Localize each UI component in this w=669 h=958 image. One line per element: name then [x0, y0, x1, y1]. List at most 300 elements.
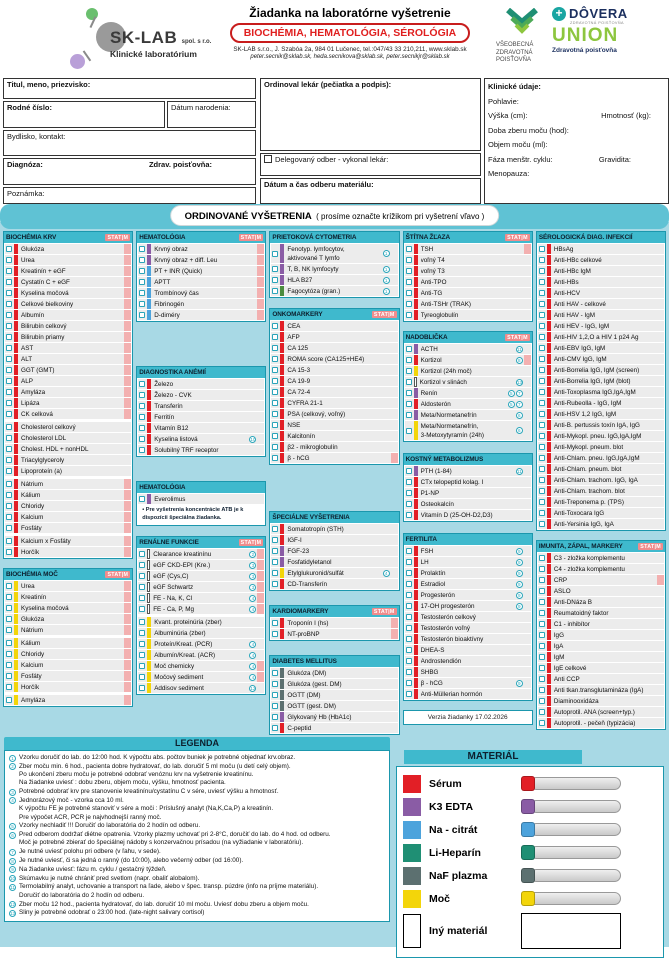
test-checkbox[interactable] — [139, 641, 145, 647]
test-checkbox[interactable] — [539, 720, 545, 726]
test-checkbox[interactable] — [6, 514, 12, 520]
test-checkbox[interactable] — [6, 323, 12, 329]
stat-cell — [124, 387, 131, 397]
test-checkbox[interactable] — [139, 312, 145, 318]
section-body — [270, 523, 398, 590]
test-label: Kyselina močová — [21, 604, 69, 612]
test-checkbox[interactable] — [6, 312, 12, 318]
test-checkbox[interactable] — [272, 389, 278, 395]
test-checkbox[interactable] — [539, 455, 545, 461]
test-checkbox[interactable] — [139, 381, 145, 387]
test-checkbox[interactable] — [6, 389, 12, 395]
test-checkbox[interactable] — [406, 379, 412, 385]
tube-color-bar — [414, 499, 418, 509]
test-checkbox[interactable] — [6, 334, 12, 340]
material-row — [403, 772, 657, 795]
test-checkbox[interactable] — [272, 559, 278, 565]
test-checkbox[interactable] — [6, 446, 12, 452]
test-checkbox[interactable] — [539, 312, 545, 318]
test-checkbox[interactable] — [539, 290, 545, 296]
note-refs — [249, 436, 256, 443]
delegated-collection-field[interactable] — [260, 153, 481, 176]
test-checkbox[interactable] — [6, 290, 12, 296]
test-checkbox[interactable] — [539, 654, 545, 660]
test-checkbox[interactable] — [406, 647, 412, 653]
test-checkbox[interactable] — [539, 698, 545, 704]
test-row — [538, 266, 664, 276]
test-checkbox[interactable] — [139, 447, 145, 453]
test-label: Estradiol — [420, 580, 446, 588]
version-box: Verzia žiadanky 17.02.2026 — [403, 710, 533, 725]
section-header — [404, 454, 532, 465]
tube-color-bar — [414, 355, 418, 365]
section-title: ŠTÍTNA ŽĽAZA — [405, 234, 450, 241]
test-row — [5, 649, 131, 659]
test-checkbox[interactable] — [406, 570, 412, 576]
test-checkbox[interactable] — [139, 652, 145, 658]
test-checkbox[interactable] — [406, 346, 412, 352]
test-checkbox[interactable] — [6, 549, 12, 555]
test-checkbox[interactable] — [272, 378, 278, 384]
diagnosis-field[interactable] — [3, 158, 256, 185]
test-checkbox[interactable] — [539, 257, 545, 263]
test-label: 17-OH progesterón — [420, 602, 475, 610]
legend-num: 4 — [9, 797, 16, 804]
test-checkbox[interactable] — [406, 428, 412, 434]
tube-cap — [521, 822, 535, 837]
test-row — [538, 641, 664, 651]
lab-name: SK-LAB — [110, 28, 178, 47]
test-checkbox[interactable] — [6, 503, 12, 509]
tube-color-bar — [547, 321, 551, 331]
test-checkbox[interactable] — [406, 559, 412, 565]
note-ref: 5 — [508, 401, 515, 408]
test-checkbox[interactable] — [406, 279, 412, 285]
test-checkbox[interactable] — [406, 368, 412, 374]
test-checkbox[interactable] — [139, 551, 145, 557]
test-checkbox[interactable] — [139, 392, 145, 398]
test-checkbox[interactable] — [539, 709, 545, 715]
note-refs — [516, 468, 523, 475]
test-checkbox[interactable] — [272, 703, 278, 709]
test-checkbox[interactable] — [272, 288, 278, 294]
birth-date-field[interactable] — [167, 101, 256, 128]
test-checkbox[interactable] — [6, 673, 12, 679]
test-checkbox[interactable] — [272, 266, 278, 272]
tube-color-bar — [280, 264, 284, 274]
section-title: BIOCHÉMIA MOČ — [6, 571, 58, 578]
tube-color-bar — [14, 387, 18, 397]
test-checkbox[interactable] — [6, 279, 12, 285]
personal-id-field[interactable] — [3, 101, 165, 128]
patient-name-field[interactable] — [3, 78, 256, 99]
test-checkbox[interactable] — [272, 526, 278, 532]
material-row — [403, 841, 657, 864]
test-checkbox[interactable] — [272, 367, 278, 373]
test-checkbox[interactable] — [272, 334, 278, 340]
test-checkbox[interactable] — [139, 436, 145, 442]
stat-cell — [391, 629, 398, 639]
test-checkbox[interactable] — [6, 616, 12, 622]
address-field[interactable] — [3, 130, 256, 156]
test-checkbox[interactable] — [539, 566, 545, 572]
other-material-box[interactable] — [521, 913, 621, 949]
tube-color-bar — [14, 501, 18, 511]
test-checkbox[interactable] — [6, 605, 12, 611]
test-label: Etylglukuronid/sulfát — [287, 569, 344, 577]
stat-cell — [391, 321, 398, 331]
test-label: Glukóza — [21, 245, 45, 253]
test-checkbox[interactable] — [6, 268, 12, 274]
test-checkbox[interactable] — [6, 583, 12, 589]
legend-item — [9, 875, 385, 883]
test-label: C3 - zložka komplementu — [553, 554, 625, 562]
test-checkbox[interactable] — [139, 606, 145, 612]
test-checkbox[interactable] — [139, 630, 145, 636]
test-checkbox[interactable] — [6, 525, 12, 531]
test-label: Kvant. proteinúria (zber) — [154, 618, 222, 626]
test-checkbox[interactable] — [272, 433, 278, 439]
test-checkbox[interactable] — [406, 246, 412, 252]
test-checkbox[interactable] — [6, 257, 12, 263]
test-checkbox[interactable] — [272, 323, 278, 329]
test-label: IGF-I — [287, 536, 302, 544]
test-row — [538, 696, 664, 706]
test-checkbox[interactable] — [539, 488, 545, 494]
note-refs — [249, 674, 256, 681]
legend-item — [9, 866, 385, 874]
test-checkbox[interactable] — [406, 468, 412, 474]
section-header — [4, 569, 132, 580]
test-checkbox[interactable] — [406, 680, 412, 686]
test-checkbox[interactable] — [406, 548, 412, 554]
test-checkbox[interactable] — [139, 496, 145, 502]
test-checkbox[interactable] — [6, 400, 12, 406]
section-body — [404, 243, 532, 321]
note-refs — [249, 573, 256, 580]
collection-datetime-field[interactable] — [260, 178, 481, 204]
test-checkbox[interactable] — [406, 691, 412, 697]
weight-label: Hmotnosť (kg): — [601, 111, 651, 120]
test-checkbox[interactable] — [539, 610, 545, 616]
test-checkbox[interactable] — [539, 345, 545, 351]
test-label: Troponín I (hs) — [287, 619, 329, 627]
section-body — [537, 243, 665, 530]
tube-color-bar — [547, 475, 551, 485]
test-checkbox[interactable] — [539, 356, 545, 362]
test-checkbox[interactable] — [272, 356, 278, 362]
test-checkbox[interactable] — [139, 257, 145, 263]
test-checkbox[interactable] — [406, 257, 412, 263]
test-checkbox[interactable] — [406, 501, 412, 507]
test-checkbox[interactable] — [139, 685, 145, 691]
test-checkbox[interactable] — [139, 290, 145, 296]
test-checkbox[interactable] — [539, 621, 545, 627]
test-checkbox[interactable] — [539, 665, 545, 671]
test-checkbox[interactable] — [139, 414, 145, 420]
stat-cell — [257, 593, 264, 603]
test-checkbox[interactable] — [406, 636, 412, 642]
tube-color-bar — [280, 690, 284, 700]
stat-cell — [124, 536, 131, 546]
test-checkbox[interactable] — [539, 477, 545, 483]
test-checkbox[interactable] — [272, 670, 278, 676]
lab-tagline: Klinické laboratórium — [110, 49, 197, 59]
test-checkbox[interactable] — [406, 390, 412, 396]
test-checkbox[interactable] — [272, 422, 278, 428]
tube-color-bar — [147, 560, 150, 570]
test-checkbox[interactable] — [6, 457, 12, 463]
note-ref: 1 — [383, 250, 390, 257]
test-checkbox[interactable] — [406, 603, 412, 609]
test-checkbox[interactable] — [406, 268, 412, 274]
test-checkbox[interactable] — [272, 620, 278, 626]
test-checkbox[interactable] — [272, 548, 278, 554]
test-checkbox[interactable] — [539, 588, 545, 594]
test-checkbox[interactable] — [139, 246, 145, 252]
test-checkbox[interactable] — [139, 595, 145, 601]
stat-cell — [524, 266, 531, 276]
test-checkbox[interactable] — [406, 614, 412, 620]
tube-color-bar — [414, 388, 418, 398]
test-checkbox[interactable] — [406, 357, 412, 363]
test-checkbox[interactable] — [6, 424, 12, 430]
test-checkbox[interactable] — [6, 640, 12, 646]
tube-color-bar — [414, 568, 418, 578]
test-checkbox[interactable] — [406, 512, 412, 518]
test-checkbox[interactable] — [139, 403, 145, 409]
test-checkbox[interactable] — [139, 674, 145, 680]
stat-cell — [657, 299, 664, 309]
test-checkbox[interactable] — [539, 433, 545, 439]
test-checkbox[interactable] — [539, 334, 545, 340]
test-row — [138, 582, 264, 592]
test-checkbox[interactable] — [539, 510, 545, 516]
tube-color-bar — [14, 299, 18, 309]
dovera-logo — [552, 6, 664, 21]
test-checkbox[interactable] — [139, 301, 145, 307]
stat-cell — [391, 535, 398, 545]
test-checkbox[interactable] — [539, 687, 545, 693]
test-row — [138, 571, 264, 581]
test-label: Somatotropín (STH) — [287, 525, 344, 533]
test-checkbox[interactable] — [406, 625, 412, 631]
test-checkbox[interactable] — [6, 481, 12, 487]
test-checkbox[interactable] — [539, 367, 545, 373]
test-checkbox[interactable] — [6, 697, 12, 703]
test-checkbox[interactable] — [539, 422, 545, 428]
test-checkbox[interactable] — [539, 555, 545, 561]
test-row — [405, 590, 531, 600]
test-checkbox[interactable] — [272, 681, 278, 687]
test-checkbox[interactable] — [272, 444, 278, 450]
test-checkbox[interactable] — [272, 714, 278, 720]
test-checkbox[interactable] — [272, 277, 278, 283]
stat-cell — [124, 332, 131, 342]
test-checkbox[interactable] — [6, 684, 12, 690]
stat-cell — [657, 266, 664, 276]
test-column — [536, 231, 666, 735]
test-checkbox[interactable] — [406, 479, 412, 485]
test-checkbox[interactable] — [272, 631, 278, 637]
test-checkbox[interactable] — [539, 466, 545, 472]
test-label: CA 125 — [287, 344, 309, 352]
test-row — [5, 671, 131, 681]
ordering-doctor-field[interactable] — [260, 78, 481, 151]
test-checkbox[interactable] — [406, 401, 412, 407]
material-row — [403, 887, 657, 910]
test-checkbox[interactable] — [139, 584, 145, 590]
tube-color-bar — [547, 663, 551, 673]
test-checkbox[interactable] — [272, 581, 278, 587]
test-checkbox[interactable] — [272, 725, 278, 731]
section-body — [270, 617, 398, 640]
note-field[interactable] — [3, 187, 256, 204]
test-label: CA 15-3 — [287, 366, 311, 374]
tube-color-bar — [547, 718, 551, 728]
note-refs — [249, 551, 256, 558]
test-checkbox[interactable] — [539, 378, 545, 384]
test-checkbox[interactable] — [539, 599, 545, 605]
stat-cell — [124, 614, 131, 624]
test-checkbox[interactable] — [539, 301, 545, 307]
test-checkbox[interactable] — [272, 411, 278, 417]
test-label: Fosfáty — [21, 672, 42, 680]
test-checkbox[interactable] — [272, 455, 278, 461]
test-checkbox[interactable] — [272, 345, 278, 351]
test-checkbox[interactable] — [6, 246, 12, 252]
test-checkbox[interactable] — [539, 444, 545, 450]
test-checkbox[interactable] — [539, 411, 545, 417]
delegated-checkbox[interactable] — [264, 155, 272, 163]
stat-cell — [524, 590, 531, 600]
test-checkbox[interactable] — [6, 301, 12, 307]
tube-color-bar — [14, 479, 18, 489]
test-checkbox[interactable] — [539, 521, 545, 527]
test-checkbox[interactable] — [139, 279, 145, 285]
stat-cell — [257, 299, 264, 309]
test-checkbox[interactable] — [539, 643, 545, 649]
section-body — [4, 580, 132, 706]
note-ref: 9 — [516, 559, 523, 566]
note-ref: 9 — [516, 548, 523, 555]
section-body — [404, 465, 532, 521]
tube-color-bar — [14, 433, 18, 443]
test-checkbox[interactable] — [272, 537, 278, 543]
clinical-data-field[interactable] — [484, 78, 669, 204]
test-checkbox[interactable] — [539, 323, 545, 329]
test-checkbox[interactable] — [539, 246, 545, 252]
test-checkbox[interactable] — [6, 468, 12, 474]
test-checkbox[interactable] — [139, 573, 145, 579]
test-row — [5, 409, 131, 419]
test-checkbox[interactable] — [406, 490, 412, 496]
test-label: Anti-Chlam. pneum. blot — [553, 465, 622, 473]
test-checkbox[interactable] — [6, 594, 12, 600]
tube-color-bar — [147, 672, 151, 682]
test-checkbox[interactable] — [6, 435, 12, 441]
tube-color-bar — [280, 321, 284, 331]
tube-color-bar — [414, 546, 418, 556]
test-row — [405, 634, 531, 644]
test-checkbox[interactable] — [539, 400, 545, 406]
stat-cell — [524, 344, 531, 354]
section-title: DIAGNOSTIKA ANÉMIÍ — [139, 369, 206, 376]
tube-color-bar — [14, 321, 18, 331]
test-checkbox[interactable] — [406, 592, 412, 598]
stat-cell — [524, 244, 531, 254]
test-label: TSH — [420, 245, 434, 253]
test-checkbox[interactable] — [6, 356, 12, 362]
test-checkbox[interactable] — [406, 290, 412, 296]
test-checkbox[interactable] — [6, 367, 12, 373]
test-checkbox[interactable] — [6, 345, 12, 351]
test-checkbox[interactable] — [272, 692, 278, 698]
test-checkbox[interactable] — [539, 279, 545, 285]
test-checkbox[interactable] — [406, 669, 412, 675]
tube-color-bar — [14, 277, 18, 287]
test-checkbox[interactable] — [6, 662, 12, 668]
test-checkbox[interactable] — [6, 627, 12, 633]
tube-color-bar — [14, 444, 18, 454]
stat-cell — [124, 343, 131, 353]
section-nadoblicka — [403, 331, 533, 442]
test-row — [5, 501, 131, 511]
test-checkbox[interactable] — [539, 389, 545, 395]
test-checkbox[interactable] — [272, 400, 278, 406]
stat-cell — [124, 603, 131, 613]
test-checkbox[interactable] — [6, 411, 12, 417]
test-checkbox[interactable] — [139, 425, 145, 431]
test-checkbox[interactable] — [406, 301, 412, 307]
test-checkbox[interactable] — [6, 492, 12, 498]
tube-color-bar — [547, 343, 551, 353]
test-checkbox[interactable] — [539, 577, 545, 583]
test-checkbox[interactable] — [406, 412, 412, 418]
test-checkbox[interactable] — [139, 268, 145, 274]
test-checkbox[interactable] — [6, 378, 12, 384]
section-title: FERTILITA — [405, 536, 437, 543]
test-checkbox[interactable] — [539, 268, 545, 274]
test-checkbox[interactable] — [139, 562, 145, 568]
test-checkbox[interactable] — [539, 499, 545, 505]
test-checkbox[interactable] — [6, 651, 12, 657]
test-column — [269, 231, 399, 735]
test-checkbox[interactable] — [272, 251, 278, 257]
stat-cell — [657, 332, 664, 342]
test-checkbox[interactable] — [539, 676, 545, 682]
test-label: Anti-DNáza B — [553, 598, 592, 606]
test-checkbox[interactable] — [406, 312, 412, 318]
test-checkbox[interactable] — [539, 632, 545, 638]
tube-color-bar — [414, 623, 418, 633]
section-header — [270, 309, 398, 320]
test-label: Kalcium — [21, 661, 44, 669]
material-row — [403, 864, 657, 887]
stat-cell — [657, 288, 664, 298]
test-checkbox[interactable] — [272, 570, 278, 576]
vszp-text: VŠEOBECNÁ ZDRAVOTNÁ POISŤOVŇA — [496, 42, 534, 63]
stat-cell — [657, 707, 664, 717]
test-checkbox[interactable] — [139, 663, 145, 669]
test-row — [138, 604, 264, 614]
test-checkbox[interactable] — [6, 538, 12, 544]
test-checkbox[interactable] — [406, 658, 412, 664]
legend-num: 9 — [9, 866, 16, 873]
test-checkbox[interactable] — [139, 619, 145, 625]
test-row — [271, 668, 397, 678]
test-checkbox[interactable] — [406, 581, 412, 587]
